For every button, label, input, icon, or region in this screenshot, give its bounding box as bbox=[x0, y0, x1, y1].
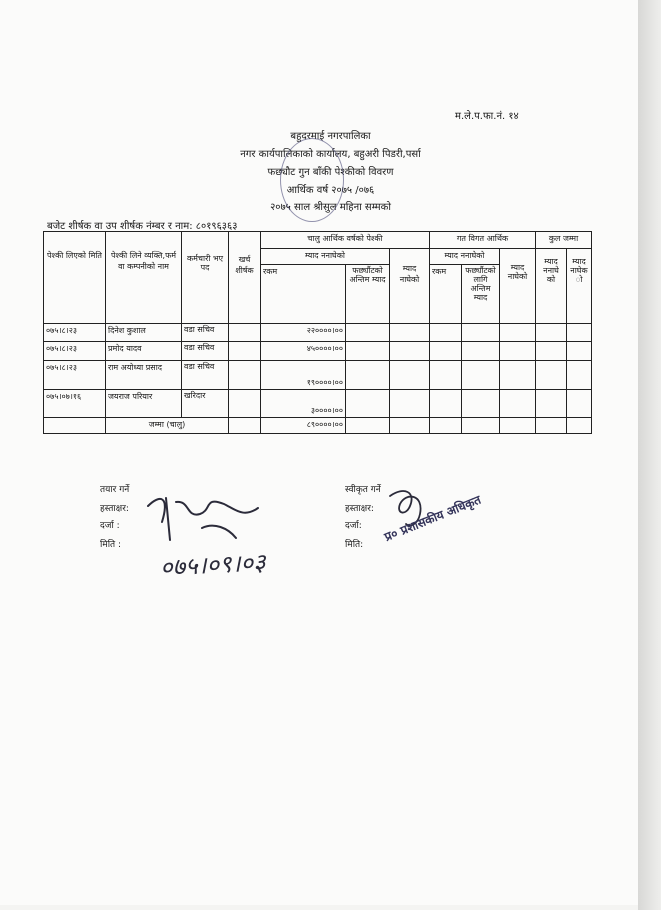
col-header-name: पेश्की लिने व्यक्ति,फर्म वा कम्पनीको नाम bbox=[106, 232, 182, 324]
row-name: राम अयोध्या प्रसाद bbox=[106, 361, 182, 390]
total-amount: ८९००००।०० bbox=[261, 418, 346, 434]
row-post: वडा सचिव bbox=[182, 342, 229, 361]
col-header-expired-prev: म्याद नाघेको bbox=[500, 249, 536, 324]
table-row bbox=[44, 324, 592, 342]
col-header-expired: म्याद नाघेको bbox=[390, 249, 430, 324]
period-line: २०७५ साल श्रीसुल महिना सम्मको bbox=[270, 202, 391, 213]
fiscal-year: आर्थिक वर्ष २०७५ /०७६ bbox=[286, 185, 375, 196]
table-row bbox=[44, 390, 592, 418]
group-total: कुल जम्मा bbox=[536, 232, 592, 249]
document-title: फछ्यौट गुन बाँकी पेश्कीको विवरण bbox=[267, 167, 394, 178]
date-label-right: मिति: bbox=[345, 540, 364, 550]
col-header-expense-head: खर्च शीर्षक bbox=[229, 232, 261, 324]
row-expense-head bbox=[229, 390, 261, 418]
office-seal bbox=[280, 138, 344, 222]
budget-heading: बजेट शीर्षक वा उप शीर्षक नंम्बर र नाम: ८०१९६३६३ bbox=[47, 221, 238, 232]
position-label-right: दर्जा: bbox=[345, 521, 362, 531]
row-expense-head bbox=[229, 361, 261, 390]
group-previous-years: गत विगत आर्थिक bbox=[430, 232, 536, 249]
col-header-amount: रकम bbox=[261, 265, 346, 324]
col-header-post: कर्मचारी भए पद bbox=[182, 232, 229, 324]
handwritten-signature-left bbox=[140, 488, 270, 550]
col-header-date: पेश्की लिएको मिति bbox=[44, 232, 106, 324]
row-post: वडा सचिव bbox=[182, 324, 229, 342]
col-header-final-date: फर्छ्यौटको अन्तिम म्याद bbox=[346, 265, 390, 324]
officer-rubber-stamp: प्र० प्रशासकीय अधिकृत bbox=[382, 492, 483, 545]
sub-not-expired: म्याद ननाघेको bbox=[261, 249, 390, 265]
position-label: दर्जा : bbox=[100, 521, 120, 531]
sub-not-expired-prev: म्याद ननाघेको bbox=[430, 249, 500, 265]
table-row bbox=[44, 361, 592, 390]
signature-label: हस्ताक्षर: bbox=[100, 504, 129, 514]
date-label: मिति : bbox=[100, 540, 122, 550]
row-date: ०७५।०७।१६ bbox=[44, 390, 106, 418]
row-expense-head bbox=[229, 342, 261, 361]
row-amount: ४५००००।०० bbox=[261, 342, 346, 361]
row-name: प्रमोद यादव bbox=[106, 342, 182, 361]
row-date: ०७५।८।२३ bbox=[44, 324, 106, 342]
office-name: नगर कार्यपालिकाको कार्यालय, बहुअरी पिडरी,पर्सा bbox=[240, 149, 421, 160]
row-date: ०७५।८।२३ bbox=[44, 342, 106, 361]
row-amount: २२००००।०० bbox=[261, 324, 346, 342]
row-amount: १९००००।०० bbox=[261, 361, 346, 390]
col-header-amount-prev: रकम bbox=[430, 265, 462, 324]
signature-label-right: हस्ताक्षर: bbox=[345, 504, 374, 514]
municipality-name: बहुदरमाई नगरपालिका bbox=[290, 131, 371, 142]
col-header-total-not-expired: म्याद ननाघे को bbox=[536, 249, 567, 324]
group-current-year: चालु आर्थिक वर्षको पेश्की bbox=[261, 232, 430, 249]
row-amount: ३००००।०० bbox=[261, 390, 346, 418]
row-date: ०७५।८।२३ bbox=[44, 361, 106, 390]
row-name: दिनेश कुशाल bbox=[106, 324, 182, 342]
row-post: वडा सचिव bbox=[182, 361, 229, 390]
handwritten-date: ०७५।०९।०३ bbox=[159, 548, 267, 582]
col-header-final-date-prev: फर्छ्यौटको लागि अन्तिम म्याद bbox=[462, 265, 500, 324]
row-expense-head bbox=[229, 324, 261, 342]
table-row bbox=[44, 342, 592, 361]
total-row bbox=[44, 418, 592, 434]
form-number: म.ले.प.फा.नं. १४ bbox=[455, 111, 519, 122]
row-name: जयराज परियार bbox=[106, 390, 182, 418]
total-label: जम्मा (चालु) bbox=[106, 418, 229, 434]
col-header-total-expired: म्याद नाघेक ो bbox=[567, 249, 592, 324]
advance-table bbox=[43, 231, 592, 434]
prepared-by-label: तयार गर्ने bbox=[100, 485, 130, 495]
approved-by-label: स्वीकृत गर्ने bbox=[345, 485, 381, 495]
row-post: खरिदार bbox=[182, 390, 229, 418]
